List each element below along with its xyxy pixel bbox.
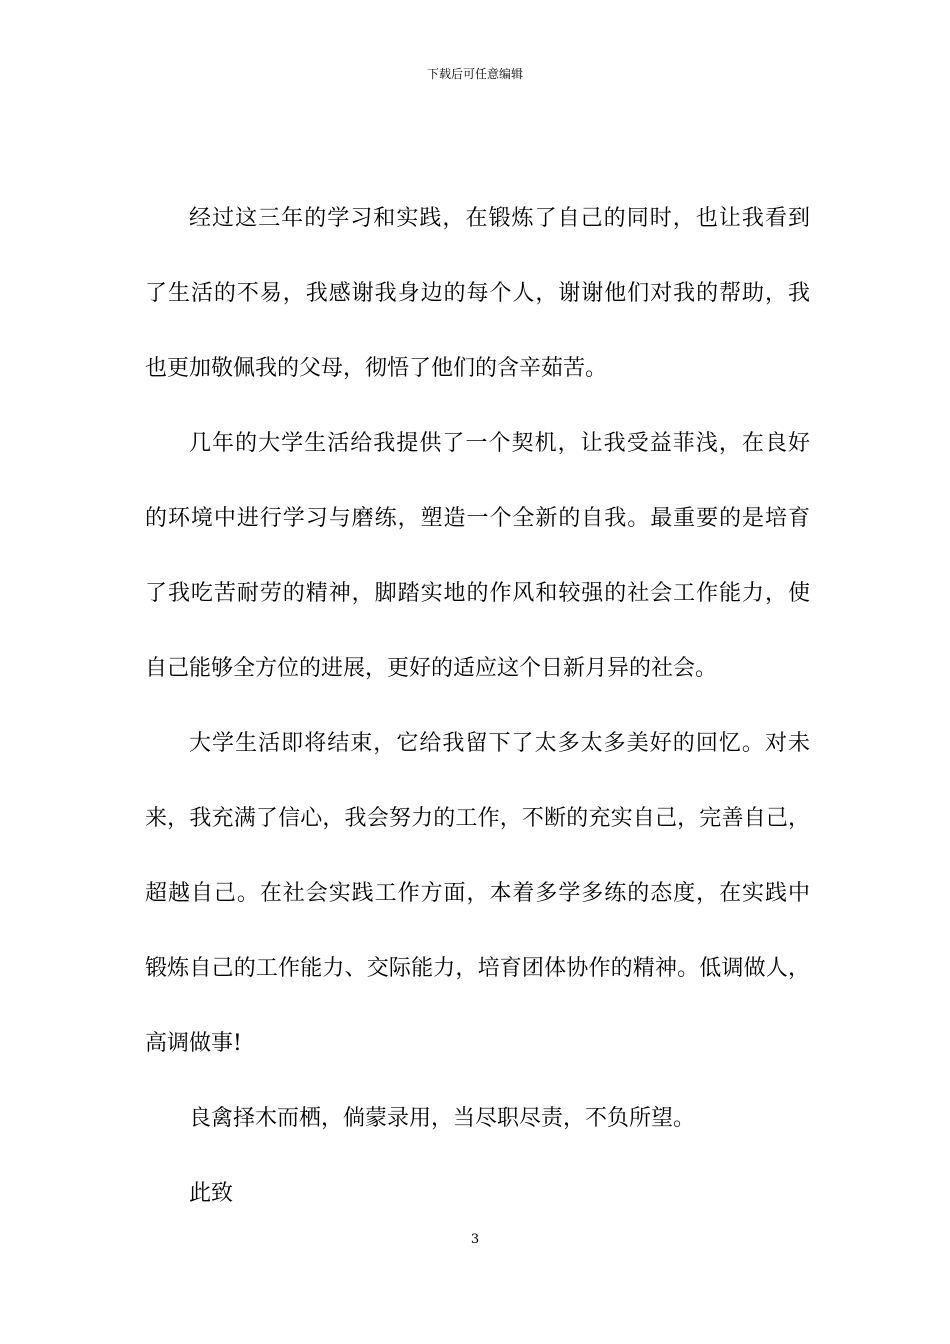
paragraph-2-line-3: 了我吃苦耐劳的精神，脚踏实地的作风和较强的社会工作能力，使 — [145, 581, 810, 606]
paragraph-3-line-4: 锻炼自己的工作能力、交际能力，培育团体协作的精神。低调做人， — [145, 956, 810, 981]
closing-salutation: 此致 — [189, 1181, 234, 1206]
page-header: 下载后可任意编辑 — [426, 67, 523, 81]
document-body — [145, 200, 810, 1250]
paragraph-2-line-1: 几年的大学生活给我提供了一个契机，让我受益菲浅，在良好 — [189, 431, 810, 456]
paragraph-3-line-2: 来，我充满了信心，我会努力的工作，不断的充实自己，完善自己， — [145, 806, 810, 831]
paragraph-3-line-1: 大学生活即将结束，它给我留下了太多太多美好的回忆。对未 — [189, 731, 810, 756]
paragraph-2-line-2: 的环境中进行学习与磨练，塑造一个全新的自我。最重要的是培育 — [145, 506, 810, 531]
paragraph-1-line-1: 经过这三年的学习和实践，在锻炼了自己的同时，也让我看到 — [189, 206, 810, 231]
paragraph-3-line-3: 超越自己。在社会实践工作方面，本着多学多练的态度，在实践中 — [145, 881, 810, 906]
paragraph-3-line-5: 高调做事! — [145, 1031, 242, 1056]
paragraph-4-line-1: 良禽择木而栖，倘蒙录用，当尽职尽责，不负所望。 — [189, 1106, 696, 1131]
paragraph-1-line-2: 了生活的不易，我感谢我身边的每个人，谢谢他们对我的帮助，我 — [145, 281, 810, 306]
paragraph-2-line-4: 自己能够全方位的进展，更好的适应这个日新月异的社会。 — [145, 656, 718, 681]
paragraph-1-line-3: 也更加敬佩我的父母，彻悟了他们的含辛茹苦。 — [145, 356, 608, 381]
page-number: 3 — [470, 1232, 480, 1247]
